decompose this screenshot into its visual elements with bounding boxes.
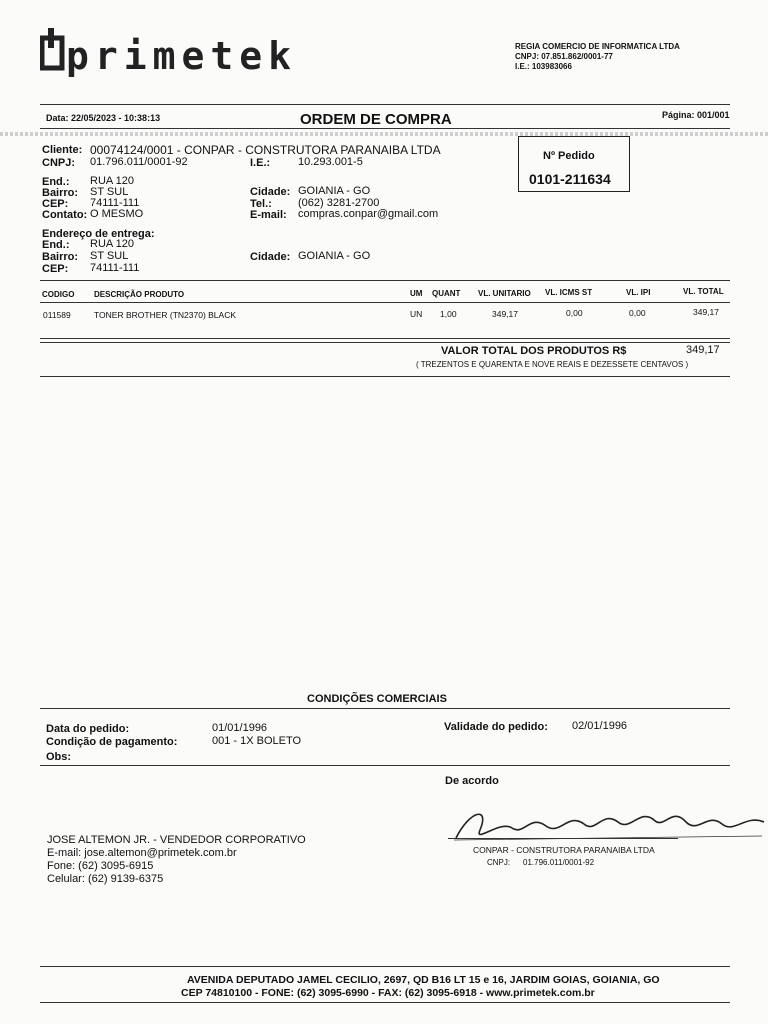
total-label: VALOR TOTAL DOS PRODUTOS R$ xyxy=(441,345,627,357)
end-value: RUA 120 xyxy=(90,175,135,187)
col-vl-icms-st: VL. ICMS ST xyxy=(545,288,593,297)
col-vl-total: VL. TOTAL xyxy=(683,287,724,296)
bairro-value: ST SUL xyxy=(90,186,129,198)
col-descricao: DESCRIÇÃO PRODUTO xyxy=(94,290,185,299)
delivery-bairro-value: ST SUL xyxy=(90,250,129,262)
end-label: End.: xyxy=(42,176,70,188)
agreement-company: CONPAR - CONSTRUTORA PARANAIBA LTDA xyxy=(473,845,655,855)
divider xyxy=(40,342,730,343)
document-date: Data: 22/05/2023 - 10:38:13 xyxy=(46,113,161,123)
contato-value: O MESMO xyxy=(90,208,144,220)
delivery-cidade-value: GOIANIA - GO xyxy=(298,250,371,262)
table-header-rule xyxy=(40,302,730,303)
seller-name: REGIA COMERCIO DE INFORMATICA LTDA xyxy=(515,42,680,51)
scan-artifact-line xyxy=(0,132,768,136)
email-label: E-mail: xyxy=(250,209,287,221)
data-pedido-label: Data do pedido: xyxy=(46,723,130,735)
footer-rule xyxy=(40,966,730,967)
tel-label: Tel.: xyxy=(250,198,272,210)
cell-vl-ipi: 0,00 xyxy=(629,308,646,318)
cep-value: 74111-111 xyxy=(90,197,140,209)
obs-label: Obs: xyxy=(46,751,72,763)
delivery-cep-label: CEP: xyxy=(42,263,69,275)
cliente-value: 00074124/0001 - CONPAR - CONSTRUTORA PARANAIBA LTDA xyxy=(90,143,441,157)
page-number: Página: 001/001 xyxy=(662,110,730,120)
vendor-block xyxy=(47,834,306,886)
document-title: ORDEM DE COMPRA xyxy=(300,111,452,128)
data-pedido-value: 01/01/1996 xyxy=(212,722,268,734)
col-codigo: CODIGO xyxy=(42,290,75,299)
ie-label: I.E.: xyxy=(250,157,271,169)
email-value: compras.conpar@gmail.com xyxy=(298,208,439,220)
ie-value: 10.293.001-5 xyxy=(298,156,363,168)
cell-descricao: TONER BROTHER (TN2370) BLACK xyxy=(94,310,237,320)
pedido-number: 0101-211634 xyxy=(529,171,611,187)
footer-address: AVENIDA DEPUTADO JAMEL CECILIO, 2697, QD B16 LT 15 e 16, JARDIM GOIAS, GOIANIA, GO xyxy=(187,974,660,986)
cell-vl-icms-st: 0,00 xyxy=(566,308,583,318)
pedido-label: Nº Pedido xyxy=(543,150,595,162)
divider xyxy=(40,765,730,766)
delivery-end-value: RUA 120 xyxy=(90,238,135,250)
cell-vl-unitario: 349,17 xyxy=(492,309,518,319)
col-quant: QUANT xyxy=(432,289,461,298)
agreement-cnpj-value: 01.796.011/0001-92 xyxy=(523,858,595,867)
delivery-cep-value: 74111-111 xyxy=(90,262,140,274)
bairro-label: Bairro: xyxy=(42,187,79,199)
seller-cnpj: CNPJ: 07.851.862/0001-77 xyxy=(515,52,613,61)
vendor-phone: Fone: (62) 3095-6915 xyxy=(47,860,154,872)
cnpj-label: CNPJ: xyxy=(42,157,76,169)
delivery-cidade-label: Cidade: xyxy=(250,251,291,263)
divider xyxy=(40,128,730,129)
divider xyxy=(40,376,730,377)
vendor-name: JOSE ALTEMON JR. - VENDEDOR CORPORATIVO xyxy=(47,834,306,846)
total-in-words: ( TREZENTOS E QUARENTA E NOVE REAIS E DEZESSETE CENTAVOS ) xyxy=(416,360,689,369)
pagamento-label: Condição de pagamento: xyxy=(46,736,178,748)
seller-info xyxy=(515,42,680,72)
conditions-heading: CONDIÇÕES COMERCIAIS xyxy=(307,693,447,705)
total-value: 349,17 xyxy=(686,344,720,356)
seller-ie: I.E.: 103983066 xyxy=(515,62,572,71)
tel-value: (062) 3281-2700 xyxy=(298,197,380,209)
col-vl-unitario: VL. UNITARIO xyxy=(478,289,531,298)
delivery-end-label: End.: xyxy=(42,239,70,251)
cell-quant: 1,00 xyxy=(440,309,457,319)
agreement-cnpj-label: CNPJ: xyxy=(487,858,511,867)
cep-label: CEP: xyxy=(42,198,69,210)
validade-value: 02/01/1996 xyxy=(572,720,628,732)
cell-um: UN xyxy=(410,309,423,319)
cidade-value: GOIANIA - GO xyxy=(298,185,371,197)
vendor-email: E-mail: jose.altemon@primetek.com.br xyxy=(47,847,237,859)
table-top-rule xyxy=(40,280,730,281)
cidade-label: Cidade: xyxy=(250,186,291,198)
de-acordo-label: De acordo xyxy=(445,775,499,787)
cell-vl-total: 349,17 xyxy=(693,307,719,317)
primetek-logo-icon xyxy=(40,28,66,72)
delivery-bairro-label: Bairro: xyxy=(42,251,79,263)
signature-line xyxy=(448,838,678,839)
divider xyxy=(40,708,730,709)
pedido-box xyxy=(518,136,630,192)
col-vl-ipi: VL. IPI xyxy=(626,288,651,297)
company-logo-text: primetek xyxy=(66,34,298,78)
footer-rule xyxy=(40,1002,730,1003)
divider xyxy=(40,104,730,105)
contato-label: Contato: xyxy=(42,209,88,221)
col-um: UM xyxy=(410,289,423,298)
footer-contact: CEP 74810100 - FONE: (62) 3095-6990 - FAX: (62) 3095-6918 - www.primetek.com.br xyxy=(181,987,595,999)
cnpj-value: 01.796.011/0001-92 xyxy=(90,156,188,168)
vendor-mobile: Celular: (62) 9139-6375 xyxy=(47,873,164,885)
handwritten-signature xyxy=(450,800,768,850)
cliente-label: Cliente: xyxy=(42,144,83,156)
validade-label: Validade do pedido: xyxy=(444,721,548,733)
divider xyxy=(40,338,730,339)
pagamento-value: 001 - 1X BOLETO xyxy=(212,735,302,747)
delivery-heading: Endereço de entrega: xyxy=(42,228,155,240)
cell-codigo: 011589 xyxy=(43,310,71,320)
